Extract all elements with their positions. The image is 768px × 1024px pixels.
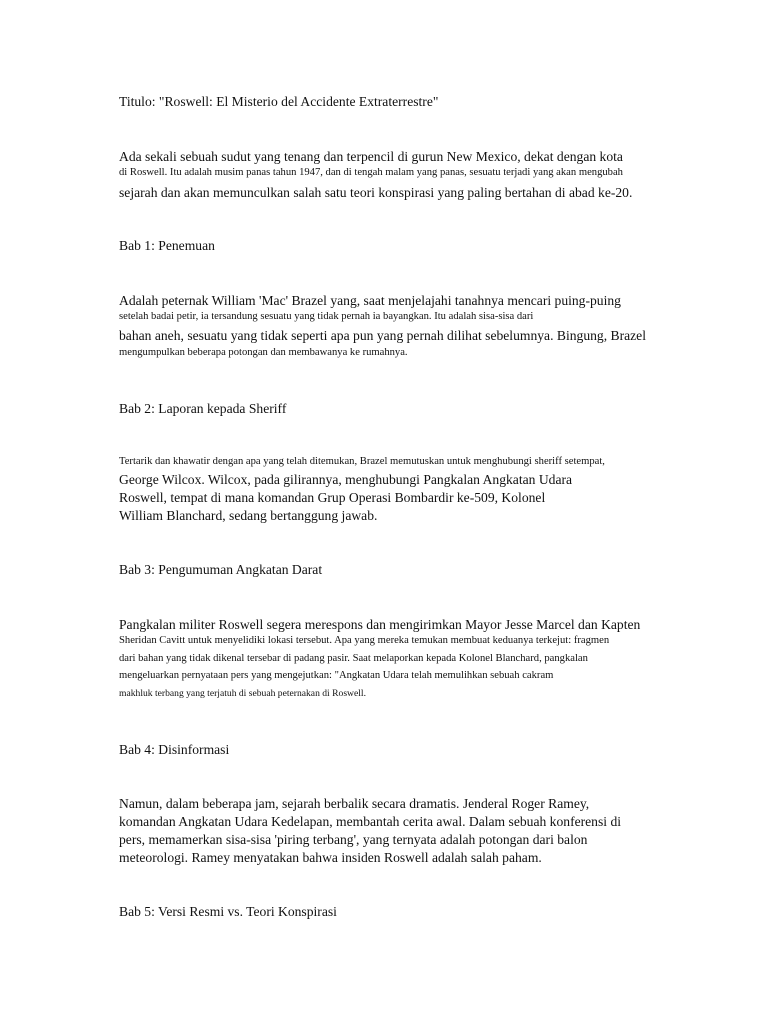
- chapter-2-heading: Bab 2: Laporan kepada Sheriff: [119, 401, 287, 416]
- chapter-3-heading: Bab 3: Pengumuman Angkatan Darat: [119, 562, 323, 577]
- chapter-2-line: Tertarik dan khawatir dengan apa yang telah ditemukan, Brazel memutuskan untuk menghubungi sheriff setempat,: [119, 456, 605, 467]
- chapter-2-line: William Blanchard, sedang bertanggung jawab.: [119, 508, 378, 523]
- chapter-3-line: Sheridan Cavitt untuk menyelidiki lokasi tersebut. Apa yang mereka temukan membuat keduanya terkejut: fragmen: [119, 635, 610, 646]
- chapter-1-heading: Bab 1: Penemuan: [119, 238, 215, 253]
- chapter-3-line: makhluk terbang yang terjatuh di sebuah peternakan di Roswell.: [119, 688, 366, 699]
- chapter-4-line: pers, memamerkan sisa-sisa 'piring terbang', yang ternyata adalah potongan dari balon: [119, 832, 588, 847]
- document-title: Titulo: "Roswell: El Misterio del Accidente Extraterrestre": [119, 94, 439, 109]
- chapter-4-line: meteorologi. Ramey menyatakan bahwa insiden Roswell adalah salah paham.: [119, 850, 542, 865]
- chapter-1-line: bahan aneh, sesuatu yang tidak seperti apa pun yang pernah dilihat sebelumnya. Bingung, Brazel: [119, 328, 646, 343]
- chapter-3-line: mengeluarkan pernyataan pers yang mengejutkan: "Angkatan Udara telah memulihkan sebuah cakram: [119, 670, 554, 681]
- intro-line: Ada sekali sebuah sudut yang tenang dan terpencil di gurun New Mexico, dekat dengan kota: [119, 149, 623, 164]
- chapter-2-line: Roswell, tempat di mana komandan Grup Operasi Bombardir ke-509, Kolonel: [119, 490, 546, 505]
- chapter-5-heading: Bab 5: Versi Resmi vs. Teori Konspirasi: [119, 904, 337, 919]
- chapter-4-heading: Bab 4: Disinformasi: [119, 742, 230, 757]
- chapter-3-line: dari bahan yang tidak dikenal tersebar di padang pasir. Saat melaporkan kepada Kolonel Blanchard, pangkalan: [119, 653, 588, 664]
- chapter-1-line: setelah badai petir, ia tersandung sesuatu yang tidak pernah ia bayangkan. Itu adalah sisa-sisa dari: [119, 311, 534, 322]
- chapter-2-line: George Wilcox. Wilcox, pada gilirannya, menghubungi Pangkalan Angkatan Udara: [119, 472, 573, 487]
- chapter-3-line: Pangkalan militer Roswell segera merespons dan mengirimkan Mayor Jesse Marcel dan Kapten: [119, 617, 641, 632]
- chapter-4-line: Namun, dalam beberapa jam, sejarah berbalik secara dramatis. Jenderal Roger Ramey,: [119, 796, 590, 811]
- chapter-1-line: mengumpulkan beberapa potongan dan membawanya ke rumahnya.: [119, 347, 408, 358]
- chapter-1-line: Adalah peternak William 'Mac' Brazel yang, saat menjelajahi tanahnya mencari puing-puing: [119, 293, 621, 308]
- intro-line: sejarah dan akan memunculkan salah satu teori konspirasi yang paling bertahan di abad ke-20.: [119, 185, 633, 200]
- chapter-4-line: komandan Angkatan Udara Kedelapan, membantah cerita awal. Dalam sebuah konferensi di: [119, 814, 622, 829]
- intro-line: di Roswell. Itu adalah musim panas tahun 1947, dan di tengah malam yang panas, sesuatu terjadi yang akan mengubah: [119, 167, 623, 178]
